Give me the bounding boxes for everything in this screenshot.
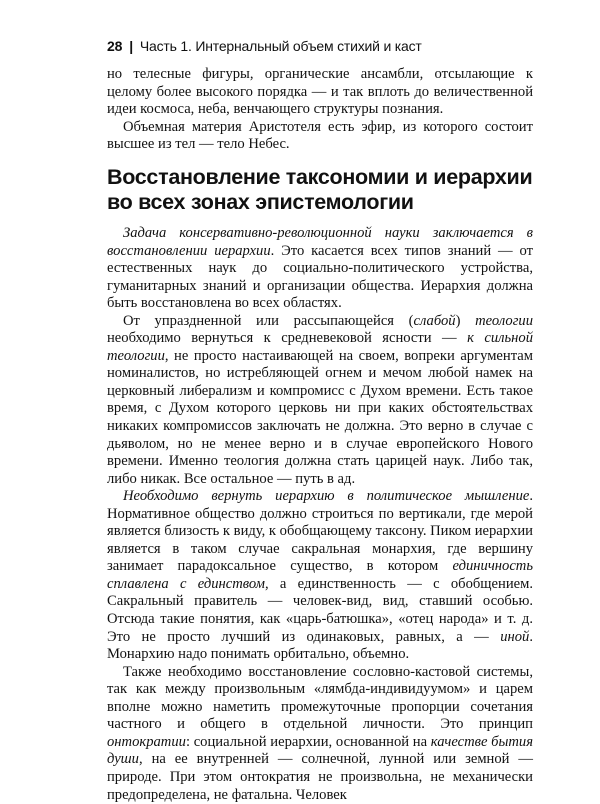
emphasis-soul-quality: качестве бытия души bbox=[107, 733, 533, 768]
paragraph-castes bbox=[107, 664, 533, 804]
paragraph-theology-text-4: , не просто настаивающей на своем, вопреки аргументам номиналистов, но истребляющей огнем и мечом любой намек на церковный либерализм и компромисс с Духом времени. Есть такое время, с Духом которого церковь ни при каких обстоятельствах никаких компромиссов заключать не должна. Это верно в случае с дьяволом, но не менее верно и в случае европейского Нового времени. Именно теология должна стать царицей наук. Либо так, либо никак. Все остальное — путь в ад. bbox=[107, 347, 533, 487]
intro-paragraph-2: Объемная материя Аристотеля есть эфир, из которого состоит высшее из тел — тело Небес. bbox=[107, 118, 533, 152]
running-header bbox=[107, 38, 422, 54]
section-heading: Восстановление таксономии и иерархии во всех зонах эпистемологии bbox=[107, 165, 533, 214]
emphasis-strong-theology: к сильной теологии bbox=[107, 330, 533, 364]
running-title: Часть 1. Интернальный объем стихий и каст bbox=[139, 38, 422, 54]
paragraph-castes-text-3: , на ее внутренней — солнечной, лунной или земной — природе. При этом онтократия не произвольна, не механически предопределена, не фатальна. Человек bbox=[107, 751, 533, 803]
emphasis-politics: Необходимо вернуть иерархию в политическое мышление bbox=[123, 488, 530, 505]
paragraph-theology-text-3: необходимо вернуться к средневековой ясности — bbox=[107, 330, 468, 347]
header-separator: | bbox=[129, 38, 133, 54]
paragraph-politics-text-1: . Нормативное общество должно строиться по вертикали, где мерой является близость к виду, к обобщающему таксону. Пиком иерархии является в таком случае сакральная монархия, где вершину занимает парадоксальное существо, в котором bbox=[107, 488, 533, 575]
paragraph-theology-text-1: От упраздненной или рассыпающейся ( bbox=[123, 312, 414, 329]
emphasis-weak: слабой bbox=[413, 312, 456, 329]
page-number: 28 bbox=[107, 38, 123, 54]
emphasis-singularity: единичность сплавлена с единством bbox=[107, 558, 533, 592]
paragraph-politics-text-2: , а единственность — с обобщением. Сакральный правитель — человек-вид, вид, ставший особью. Отсюда такие понятия, как «царь-батюшка», «отец народа» и т. д. Это не просто лучший из одинаковых, равных, а — bbox=[107, 575, 533, 645]
paragraph-castes-text-1: Также необходимо восстановление сословно-кастовой системы, так как между произвольным «лямбда-индивидуумом» и царем вполне можно наметить промежуточные пропорции сочетания частного и общего в отдельной личности. Это принцип bbox=[107, 663, 533, 733]
paragraph-theology bbox=[107, 313, 533, 488]
paragraph-castes-text-2: : социальной иерархии, основанной на bbox=[185, 733, 431, 750]
paragraph-task bbox=[107, 225, 533, 313]
emphasis-ontocracy: онтократии bbox=[107, 733, 186, 750]
emphasis-theology: теологии bbox=[475, 312, 533, 329]
emphasis-other: иной bbox=[500, 628, 530, 645]
section-body bbox=[107, 225, 533, 804]
paragraph-politics-text-3: . Монархию надо понимать орбитально, объемно. bbox=[107, 628, 533, 663]
intro-paragraph-1: но телесные фигуры, органические ансамбли, отсылающие к целому более высокого порядка — и так вплоть до величественной идеи космоса, неба, венчающего структуры познания. bbox=[107, 66, 533, 117]
paragraph-politics bbox=[107, 488, 533, 663]
paragraph-theology-text-2: ) bbox=[455, 312, 476, 329]
emphasis-task: Задача консервативно-революционной науки заключается в восстановлении иерархии bbox=[107, 225, 533, 259]
intro-text bbox=[107, 66, 533, 154]
paragraph-task-text: . Это касается всех типов знаний — от естественных наук до социально-политического устройства, гуманитарных знаний и организации общества. Иерархия должна быть восстановлена во всех областях. bbox=[107, 242, 533, 312]
